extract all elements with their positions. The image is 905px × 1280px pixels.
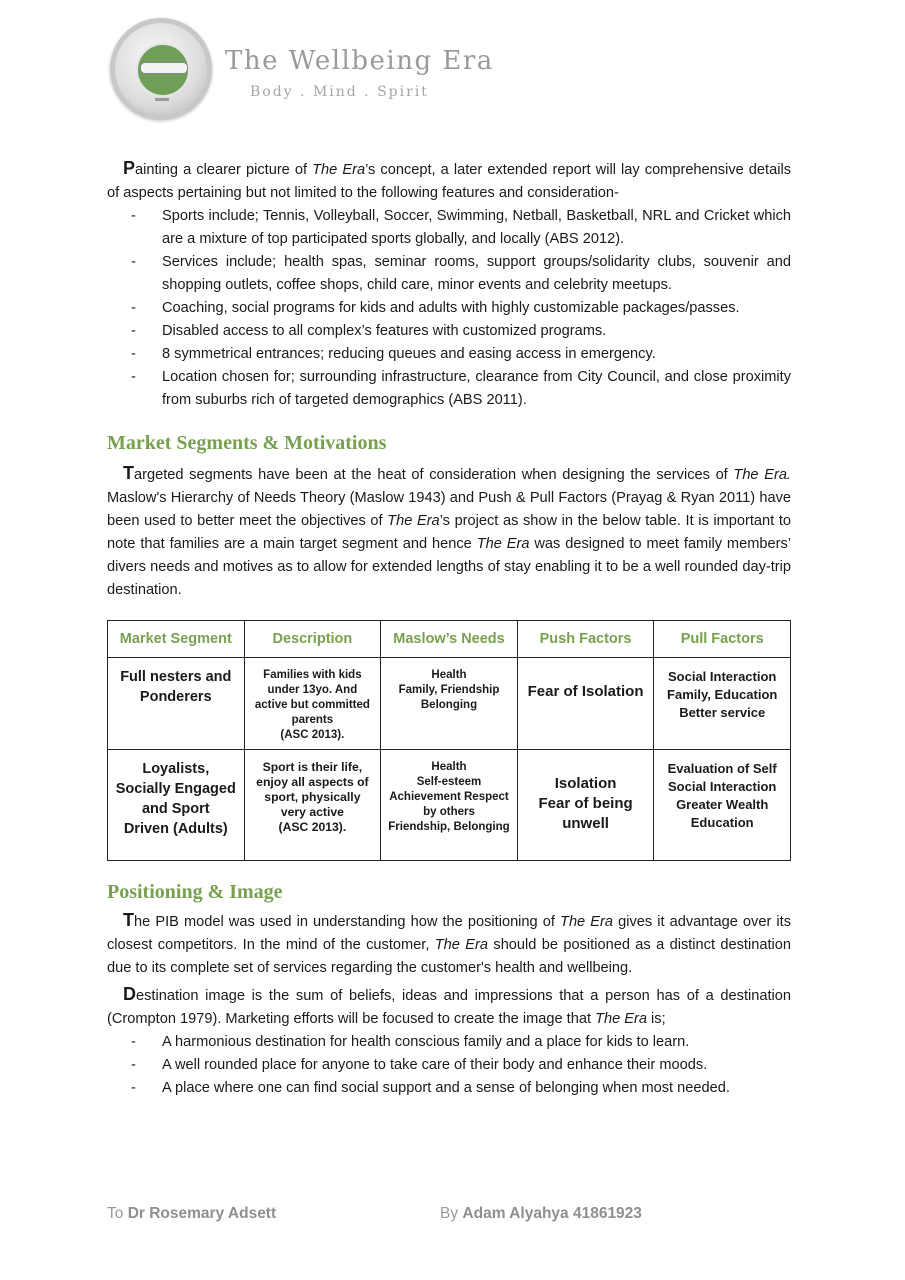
cell-line: Ponderers — [139, 689, 212, 705]
destination-image-paragraph — [107, 983, 791, 1031]
cell-line: sport, physically — [264, 790, 361, 804]
cell-line: parents — [291, 714, 334, 726]
cell-line: by others — [423, 806, 475, 818]
positioning-era-name-2: The Era — [434, 937, 489, 953]
cell-line: Driven (Adults) — [123, 821, 228, 837]
market-text-4: was designed to meet family members’ divers needs and motives as to allow for extended lengths of stay enabling it to be a well rounded day-trip destination. — [107, 536, 791, 598]
cell-line: Health — [431, 669, 467, 681]
cell-line: Family, Friendship — [398, 684, 500, 696]
intro-dropcap: P — [123, 158, 136, 178]
market-text-1: argeted segments have been at the heat of consideration when designing the services of — [134, 467, 734, 483]
market-era-name-3: The Era — [476, 536, 530, 552]
cell-line: Greater Wealth — [676, 797, 769, 812]
destination-text-a: estination image is the sum of beliefs, ideas and impressions that a person has of a destination (Crompton 1979). Marketing efforts will be focused to create the image that — [107, 988, 791, 1027]
maslow-cell — [381, 658, 518, 750]
logo-year-mark — [155, 98, 169, 101]
dash-bullet: - — [131, 346, 136, 362]
footer-by-name: Adam Alyahya 41861923 — [462, 1205, 642, 1222]
maslow-cell — [381, 750, 518, 861]
list-item — [107, 366, 791, 412]
positioning-heading: Positioning & Image — [107, 881, 283, 903]
positioning-text-a: he PIB model was used in understanding how the positioning of — [134, 914, 561, 930]
positioning-dropcap: T — [123, 910, 134, 930]
market-era-name-1: The Era. — [733, 467, 791, 483]
footer-author — [440, 1205, 642, 1223]
cell-line: enjoy all aspects of — [256, 775, 369, 789]
market-segments-heading: Market Segments & Motivations — [107, 432, 387, 454]
dash-bullet: - — [131, 254, 136, 270]
cell-line: Friendship, Belonging — [388, 821, 510, 833]
footer-to-name: Dr Rosemary Adsett — [127, 1205, 277, 1222]
cell-line: Belonging — [420, 699, 478, 711]
feature-text: Disabled access to all complex’s features with customized programs. — [162, 323, 607, 339]
image-goals-list — [107, 1031, 791, 1100]
image-goal-text: A harmonious destination for health conscious family and a place for kids to learn. — [162, 1034, 690, 1050]
market-segments-table — [107, 620, 791, 861]
segment-cell — [108, 658, 245, 750]
cell-line: active but committed — [254, 699, 370, 711]
cell-line: Socially Engaged — [115, 781, 236, 797]
list-item — [107, 320, 791, 343]
intro-text-a: ainting a clearer picture of — [135, 162, 313, 178]
column-header: Market Segment — [108, 621, 245, 658]
column-header: Pull Factors — [654, 621, 791, 658]
destination-era-name: The Era — [595, 1011, 647, 1027]
brand-title: The Wellbeing Era — [225, 46, 494, 76]
positioning-era-name-1: The Era — [560, 914, 613, 930]
feature-text: Coaching, social programs for kids and adults with highly customizable packages/passes. — [162, 300, 740, 316]
dash-bullet: - — [131, 1057, 136, 1073]
push-cell — [517, 658, 654, 750]
positioning-paragraph — [107, 909, 791, 980]
destination-dropcap: D — [123, 984, 136, 1004]
brand-tagline: Body . Mind . Spirit — [250, 84, 429, 100]
footer-to-label: To — [107, 1205, 124, 1222]
list-item — [107, 297, 791, 320]
dash-bullet: - — [131, 300, 136, 316]
market-dropcap: T — [123, 463, 134, 483]
features-list — [107, 205, 791, 412]
list-item — [107, 1031, 791, 1054]
wellbeing-era-logo-icon — [110, 18, 212, 120]
list-item — [107, 343, 791, 366]
cell-line: under 13yo. And — [267, 684, 358, 696]
feature-text: Location chosen for; surrounding infrastructure, clearance from City Council, and close proximity from suburbs rich of targeted demographics (ABS 2011). — [162, 369, 791, 408]
page-header — [110, 18, 610, 120]
feature-text: Services include; health spas, seminar rooms, support groups/solidarity clubs, souvenir and shopping outlets, coffee shops, child care, minor events and celebrity meetups. — [162, 254, 791, 293]
positioning-text-b: gives it advantage over its closest competitors. In the mind of the customer, — [107, 914, 791, 953]
intro-paragraph — [107, 157, 791, 205]
column-header: Description — [244, 621, 381, 658]
cell-line: and Sport — [141, 801, 210, 817]
list-item — [107, 251, 791, 297]
list-item — [107, 1054, 791, 1077]
cell-line: Sport is their life, — [262, 760, 363, 774]
column-header: Maslow’s Needs — [381, 621, 518, 658]
table-header-row — [108, 621, 791, 658]
cell-line: Loyalists, — [142, 761, 210, 777]
dash-bullet: - — [131, 323, 136, 339]
image-goal-text: A place where one can find social support and a sense of belonging when most needed. — [162, 1080, 730, 1096]
column-header: Push Factors — [517, 621, 654, 658]
pull-cell — [654, 750, 791, 861]
cell-line: Full nesters and — [120, 669, 232, 685]
feature-text: Sports include; Tennis, Volleyball, Soccer, Swimming, Netball, Basketball, NRL and Cricket which are a mixture of top participated sports globally, and locally (ABS 2012). — [162, 208, 791, 247]
destination-text-b: is; — [646, 1011, 666, 1027]
list-item — [107, 1077, 791, 1100]
cell-line: Self-esteem — [416, 776, 482, 788]
feature-text: 8 symmetrical entrances; reducing queues and easing access in emergency. — [162, 346, 656, 362]
dash-bullet: - — [131, 1034, 136, 1050]
dash-bullet: - — [131, 208, 136, 224]
cell-line: Fear of Isolation — [527, 683, 644, 700]
logo-band — [140, 62, 188, 74]
market-text-2: Maslow's Hierarchy of Needs Theory (Maslow 1943) and Push & Pull Factors (Prayag & Ryan 2011) have been used to better meet the objectives of — [107, 490, 791, 529]
positioning-text-c: should be positioned as a distinct destination due to its complete set of services regarding the customer's health and wellbeing. — [107, 937, 791, 976]
intro-era-name: The Era — [312, 162, 366, 178]
table-row — [108, 750, 791, 861]
cell-line: Social Interaction — [668, 669, 777, 684]
cell-line: Health — [431, 761, 467, 773]
cell-line: Fear of being — [538, 795, 633, 812]
image-goal-text: A well rounded place for anyone to take care of their body and enhance their moods. — [162, 1057, 708, 1073]
cell-line: very active — [280, 805, 344, 819]
cell-line: (ASC 2013). — [278, 820, 347, 834]
cell-line: (ASC 2013). — [280, 729, 345, 741]
table-row — [108, 658, 791, 750]
list-item — [107, 205, 791, 251]
cell-line: Family, Education — [667, 687, 778, 702]
push-cell — [517, 750, 654, 861]
document-body — [107, 157, 791, 1100]
cell-line: Achievement Respect — [389, 791, 509, 803]
cell-line: Social Interaction — [668, 779, 777, 794]
description-cell — [244, 658, 381, 750]
pull-cell — [654, 658, 791, 750]
cell-line: unwell — [562, 815, 609, 832]
cell-line: Better service — [679, 705, 766, 720]
market-paragraph — [107, 462, 791, 602]
footer-by-label: By — [440, 1205, 459, 1222]
cell-line: Education — [690, 815, 754, 830]
footer-recipient — [107, 1205, 276, 1223]
cell-line: Families with kids — [263, 669, 362, 681]
market-era-name-2: The Era — [387, 513, 440, 529]
segment-cell — [108, 750, 245, 861]
cell-line: Isolation — [554, 775, 617, 792]
description-cell — [244, 750, 381, 861]
intro-text-b: ’s concept, a later extended report will lay comprehensive details of aspects pertaining but not limited to the following features and consideration- — [107, 162, 791, 201]
market-text-3: ’s project as show in the below table. It is important to note that families are a main target segment and hence — [107, 513, 791, 552]
cell-line: Evaluation of Self — [667, 761, 777, 776]
dash-bullet: - — [131, 1080, 136, 1096]
dash-bullet: - — [131, 369, 136, 385]
